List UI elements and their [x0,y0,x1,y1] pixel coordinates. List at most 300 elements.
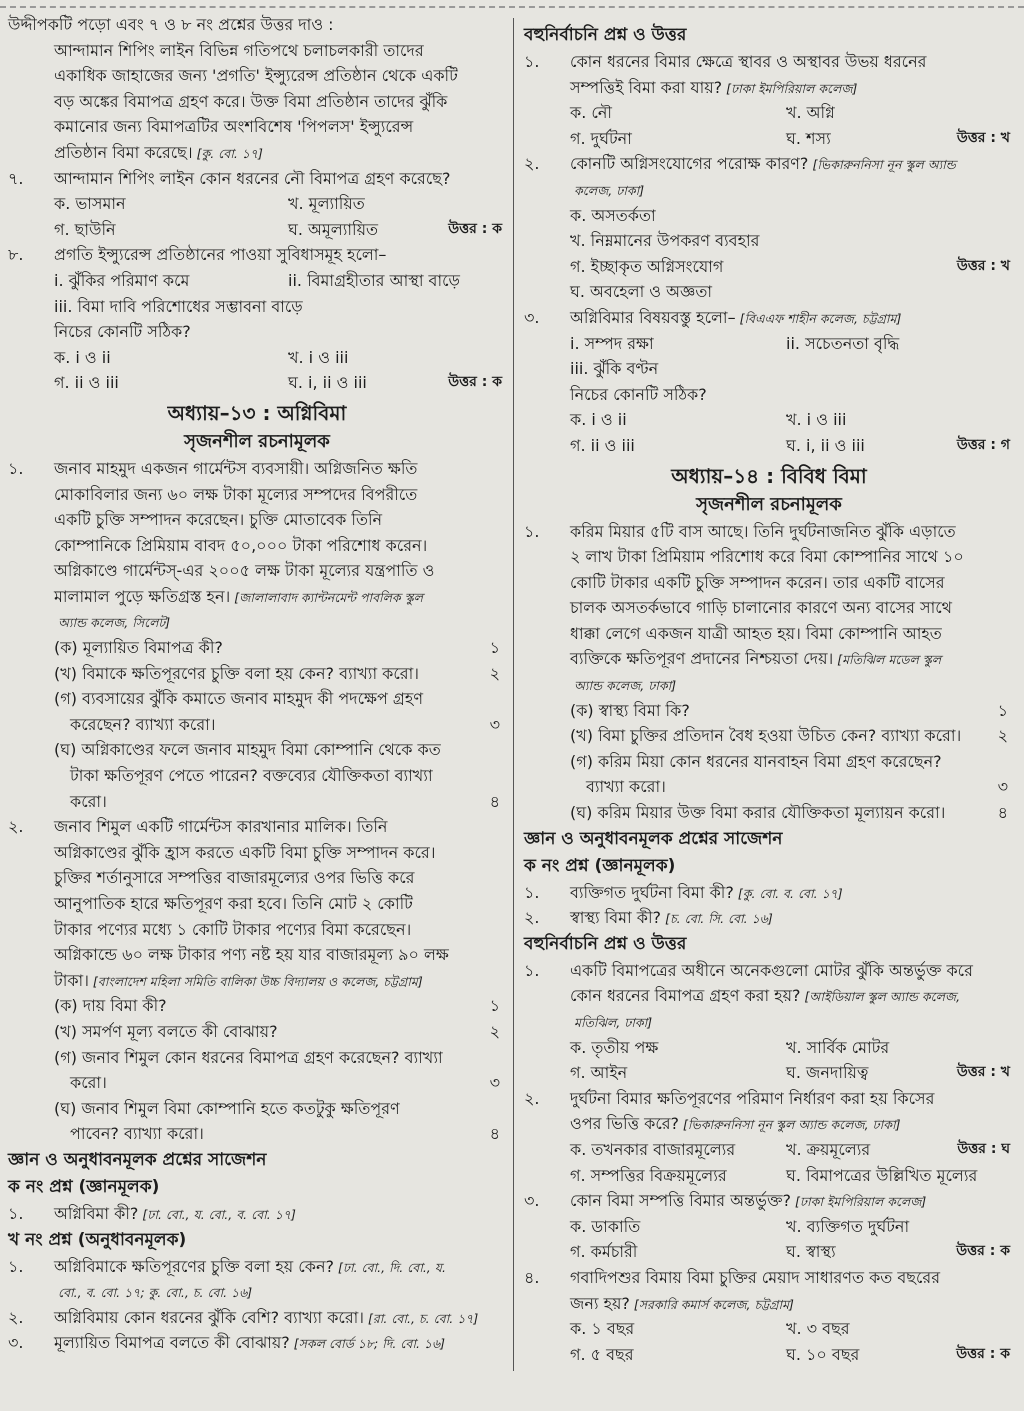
option-row [524,1137,1014,1163]
text-line [8,968,506,994]
text: টাকার পণ্যের মধ্যে ১ কোটি টাকার পণ্যের বিমা করেছেন। [54,919,412,939]
option-b: খ. ক্রয়মূল্যের [786,1139,871,1159]
source-citation: [বাংলাদেশ মহিলা সমিতি বালিকা উচ্চ বিদ্যালয় ও কলেজ, চট্টগ্রাম] [92,973,423,989]
line-text [54,686,423,712]
text-line [8,865,506,891]
text: ২ লাখ টাকা প্রিমিয়াম পরিশোধ করে বিমা কোম্পানির সাথে ১০ [570,547,964,567]
text: সম্পত্তিই বিমা করা যায়? [570,77,723,97]
text: আন্দামান শিপিং লাইন কোন ধরনের নৌ বিমাপত্র গ্রহণ করেছে? [54,168,451,188]
line-text [570,544,964,570]
line-text [54,865,414,891]
text: মোকাবিলার জন্য ৬০ লক্ষ টাকা মূল্যের সম্পদের বিপরীতে [54,484,418,504]
source-citation: মতিঝিল, ঢাকা] [574,1015,653,1030]
text: পাবেন? ব্যাখ্যা করো। [70,1124,204,1144]
question-number: ১. [8,1256,24,1276]
text-line [524,723,1014,749]
marks-value: ১ [997,700,1008,720]
line-text [570,1291,794,1318]
text-line [8,661,506,687]
text: ব্যক্তিকে ক্ষতিপূরণ প্রদানের নিশ্চয়তা দেয়। [570,649,834,669]
question-number: ৭. [8,168,24,188]
question-number: ১. [524,882,540,902]
column-divider [513,18,514,1371]
text-line [524,49,1014,75]
section-title [524,22,1014,49]
line-text [70,763,433,789]
source-citation: [মতিঝিল মডেল স্কুল [837,652,942,668]
line-text [586,774,666,800]
text-line [8,789,506,815]
option-a: গ. ৫ বছর [570,1344,634,1364]
option-b: ঘ. স্বাস্থ্য [786,1242,836,1262]
option-b: ii. সচেতনতা বৃদ্ধি [786,333,900,353]
source-citation: অ্যান্ড কলেজ, ঢাকা] [574,678,677,694]
option-b: ঘ. ১০ বছর [786,1344,860,1364]
option-row [524,100,1014,126]
section-title [8,1227,506,1254]
text-line [8,1330,506,1356]
question-number: ৩. [524,307,540,327]
text: নিচের কোনটি সঠিক? [54,322,191,342]
text-line [8,294,506,320]
line-text [54,89,447,115]
line-text [184,431,330,452]
text: (গ) ব্যবসায়ের ঝুঁকি কমাতে জনাব মাহমুদ কী পদক্ষেপ গ্রহণ [54,689,423,709]
option-row [524,1214,1014,1240]
text: কোনটি অগ্নিসংযোগের পরোক্ষ কারণ? [570,154,809,174]
option-row [524,1239,1014,1265]
question-number: ৮. [8,245,24,265]
text-line [524,774,1014,800]
text: (ঘ) করিম মিয়ার উক্ত বিমা করার যৌক্তিকতা মূল্যায়ন করো। [570,803,946,823]
text: ব্যক্তিগত দুর্ঘটনা বিমা কী? [570,882,734,902]
text-line [8,140,506,166]
option-a: ক. i ও ii [54,347,111,367]
text-line [524,1265,1014,1291]
line-text [570,356,658,382]
option-a: গ. ii ও iii [570,435,635,455]
text: ক নং প্রশ্ন (জ্ঞানমূলক) [524,855,676,876]
option-b: খ. মূল্যায়িত [288,194,365,214]
line-text [570,254,723,280]
marks-value: ২ [997,726,1008,746]
option-b: ঘ. জনদায়িত্ব [786,1063,869,1083]
line-text [8,1227,186,1254]
text-line [524,75,1014,101]
text: জনাব শিমুল একটি গার্মেন্টস কারখানার মালিক। তিনি [54,817,388,837]
text: কমানোর জন্য বিমাপত্রটির অংশবিশেষ 'পিপলস' ইন্স্যুরেন্স [54,117,414,137]
source-citation: [সকল বোর্ড ১৮; দি. বো. ১৬] [293,1336,446,1352]
option-row [524,1163,1014,1189]
question-number: ১. [524,960,540,980]
section-title [8,1147,506,1174]
line-text [54,917,411,943]
option-b: ঘ. বিমাপত্রের উল্লিখিত মূল্যের [786,1165,978,1185]
text: ঘ. অবহেলা ও অজ্ঞতা [570,282,712,302]
text: কোম্পানিকে প্রিমিয়াম বাবদ ৫০,০০০ টাকা পরিশোধ করেন। [54,535,428,555]
source-citation: [রা. বো., চ. বো. ১৭] [368,1310,479,1326]
question-number: ৩. [8,1333,24,1353]
option-a: গ. সম্পত্তির বিক্রয়মূল্যের [570,1165,727,1185]
text: অধ্যায়–১৩ : অগ্নিবিমা [167,400,347,425]
line-text [570,151,956,178]
line-text [570,49,926,75]
text-line [524,983,1014,1009]
line-text [54,1201,296,1228]
left-column [8,12,506,1356]
text-line [524,1009,1014,1035]
text-line [8,114,506,140]
question-number: ২. [524,1088,540,1108]
line-text [54,1330,445,1357]
line-text [696,494,842,515]
line-text [70,789,107,815]
question-number: ১. [524,52,540,71]
question-number: ৩. [524,1191,540,1211]
option-a: ক. তখনকার বাজারমূল্যের [570,1139,736,1159]
line-text [570,570,945,596]
line-text [70,1070,107,1096]
line-text [54,814,387,840]
text: টাকা ক্ষতিপূরণ পেতে পারেন? বক্তব্যের যৌক্তিকতা ব্যাখ্যা [70,766,433,786]
right-column [524,22,1014,1367]
option-a: গ. কর্মচারী [570,1242,638,1262]
option-b: ঘ. i, ii ও iii [288,373,367,393]
option-a: ক. তৃতীয় পক্ষ [570,1037,659,1057]
line-text [524,826,782,853]
text: (খ) বিমাকে ক্ষতিপূরণের চুক্তি বলা হয় কেন? ব্যাখ্যা করো। [54,663,419,683]
answer-label: উত্তর : খ [956,1064,1010,1081]
text-line [524,800,1014,826]
text: অগ্নিবিমাকে ক্ষতিপূরণের চুক্তি বলা হয় কেন? [54,1256,334,1276]
section-subheading [524,491,1014,519]
text-line [8,584,506,610]
top-dashed-rule [0,6,1024,8]
line-text [54,1096,400,1122]
line-text [8,12,334,38]
option-row [8,345,506,371]
text-line [524,519,1014,545]
text-line [524,544,1014,570]
text: চালক অসতর্কভাবে গাড়ি চালানোর কারণে অন্য বাসের সাথে [570,598,953,618]
text-line [524,279,1014,305]
text-line [8,38,506,64]
text: জন্য হয়? [570,1293,630,1313]
text: খ নং প্রশ্ন (অনুধাবনমূলক) [8,1229,187,1250]
text-line [8,507,506,533]
text-line [8,456,506,482]
line-text [54,456,417,482]
text: অগ্নিবিমা কী? [54,1203,139,1223]
text-line [8,558,506,584]
text: করেছেন? ব্যাখ্যা করো। [70,714,216,734]
option-b: খ. i ও iii [786,410,847,430]
question-number: ৪. [524,1267,540,1287]
text: প্রতিষ্ঠান বিমা করেছে। [54,142,193,162]
option-b: খ. i ও iii [288,347,349,367]
line-text [54,584,423,611]
option-b: ঘ. অমূল্যায়িত [288,219,379,239]
text-line [524,254,1014,280]
text-line [8,1045,506,1071]
source-citation: [ভিকারুননিসা নূন স্কুল অ্যান্ড কলেজ, ঢাকা] [683,1117,901,1133]
text: অগ্নিবিমায় কোন ধরনের ঝুঁকি বেশি? ব্যাখ্যা করো। [54,1307,364,1327]
question-number: ২. [8,1307,24,1327]
section-title [524,826,1014,853]
line-text [570,305,901,332]
text-line [8,993,506,1019]
source-citation: [কু. বো. ১৭] [196,145,263,161]
text-line [524,356,1014,382]
text-line [8,89,506,115]
source-citation: কলেজ, ঢাকা] [574,182,645,198]
line-text [570,279,712,305]
text: বড় অঙ্কের বিমাপত্র গ্রহণ করে। উক্ত বিমা প্রতিষ্ঠান তাদের ঝুঁকি [54,91,448,111]
text: করো। [70,1073,107,1093]
line-text [570,983,960,1010]
option-a: গ. দুর্ঘটনা [570,128,632,148]
text: ধাক্কা লেগে একজন যাত্রী আহত হয়। বিমা কোম্পানি আহত [570,623,942,643]
text-line [8,814,506,840]
question-number: ১. [8,1203,24,1223]
line-text [570,382,707,408]
line-text [54,635,223,661]
text-line [524,151,1014,177]
line-text [54,294,303,320]
source-citation: অ্যান্ড কলেজ, সিলেট] [58,615,171,631]
source-citation: [ঢা. বো., দি. বো., য. [338,1259,446,1275]
text-line [524,880,1014,906]
line-text [570,698,690,724]
line-text [54,840,435,866]
text: অগ্নিকাণ্ডে গার্মেন্টস্-এর ২০০৫ লক্ষ টাকা মূল্যের যন্ত্রপাতি ও [54,561,435,581]
line-text [54,114,413,140]
text: (গ) জনাব শিমুল কোন ধরনের বিমাপত্র গ্রহণ করেছেন? ব্যাখ্যা [54,1047,443,1067]
text-line [8,942,506,968]
marks-value: ১ [489,996,500,1016]
line-text [570,177,644,204]
text-line [8,635,506,661]
text-line [524,1111,1014,1137]
text: জ্ঞান ও অনুধাবনমূলক প্রশ্নের সাজেশন [8,1149,267,1170]
text-line [8,917,506,943]
option-a: i. ঝুঁকির পরিমাণ কমে [54,270,190,290]
source-citation: [ভিকারুননিসা নূন স্কুল অ্যান্ড [812,157,956,173]
option-a: ক. i ও ii [570,410,627,430]
option-a: গ. ii ও iii [54,373,119,393]
chapter-heading [524,459,1014,491]
line-text [54,661,419,687]
line-text [54,38,424,64]
line-text [54,319,191,345]
text-line [8,63,506,89]
marks-value: ২ [489,663,500,683]
line-text [671,464,866,488]
line-text [570,1086,934,1112]
text: টাকা। [54,970,89,990]
text: iii. ঝুঁকি বণ্টন [570,359,659,379]
text-line [8,1019,506,1045]
option-row [8,191,506,217]
text-line [524,177,1014,203]
question-number: ১. [524,521,540,541]
text-line [524,621,1014,647]
text: করো। [70,791,107,811]
text-line [524,958,1014,984]
line-text [570,672,676,699]
line-text [570,1009,652,1036]
line-text [54,737,441,763]
text: কোটি টাকার একটি চুক্তি সম্পাদন করেন। তার একটি বাসের [570,572,945,592]
answer-label: উত্তর : খ [956,257,1010,274]
option-b: খ. অগ্নি [786,103,835,123]
line-text [570,749,942,775]
text: মূল্যায়িত বিমাপত্র বলতে কী বোঝায়? [54,1333,290,1353]
text-line [8,1070,506,1096]
text-line [8,319,506,345]
text-line [524,749,1014,775]
text: (ঘ) অগ্নিকাণ্ডের ফলে জনাব মাহমুদ বিমা কোম্পানি থেকে কত [54,740,441,760]
line-text [570,621,942,647]
source-citation: [ঢা. বো., য. বো., ব. বো. ১৭] [142,1206,296,1222]
line-text [54,1305,478,1332]
text-line [8,686,506,712]
line-text [570,723,961,749]
marks-value: ৩ [489,714,500,734]
text-line [8,840,506,866]
text: দুর্ঘটনা বিমার ক্ষতিপূরণের পরিমাণ নির্ধারণ করা হয় কিসের [570,1088,935,1108]
line-text [54,891,413,917]
text-line [8,891,506,917]
option-row [524,1060,1014,1086]
option-a: ক. ডাকাতি [570,1216,641,1236]
text: ওপর ভিত্তি করে? [570,1114,680,1134]
text: (ক) স্বাস্থ্য বিমা কি? [570,700,690,720]
line-text [54,140,263,167]
text-line [524,646,1014,672]
line-text [8,1147,266,1174]
line-text [570,228,759,254]
line-text [54,242,386,268]
source-citation: [বিএএফ শাহীন কলেজ, চট্টগ্রাম] [739,310,902,326]
line-text [54,609,170,636]
option-row [524,331,1014,357]
line-text [168,401,347,425]
line-text [54,166,450,192]
text: গবাদিপশুর বিমায় বিমা চুক্তির মেয়াদ সাধারণত কত বছরের [570,1267,941,1287]
marks-value: ৪ [489,1124,500,1144]
text-line [8,533,506,559]
text-line [8,712,506,738]
text-line [524,1188,1014,1214]
text: নিচের কোনটি সঠিক? [570,384,707,404]
text: গ. ইচ্ছাকৃত অগ্নিসংযোগ [570,256,724,276]
text: জনাব মাহমুদ একজন গার্মেন্টস ব্যবসায়ী। অগ্নিজনিত ক্ষতি [54,458,418,478]
option-b: ঘ. i, ii ও iii [786,435,865,455]
option-row [8,268,506,294]
text-line [524,672,1014,698]
line-text [570,203,656,229]
line-text [54,1045,443,1071]
text-line [8,1096,506,1122]
text: (খ) বিমা চুক্তির প্রতিদান বৈধ হওয়া উচিত কেন? ব্যাখ্যা করো। [570,726,962,746]
answer-label: উত্তর : গ [956,436,1010,453]
section-title [524,853,1014,880]
text: কোন বিমা সম্পত্তি বিমার অন্তর্ভুক্ত? [570,1191,792,1211]
text: একটি চুক্তি সম্পাদন করেছেন। চুক্তি মোতাবেক তিনি [54,510,383,530]
text: ব্যাখ্যা করো। [586,777,666,797]
text-line [524,595,1014,621]
line-text [54,1254,446,1281]
marks-value: ৪ [489,791,500,811]
section-subheading [8,428,506,456]
text: (খ) সমর্পণ মূল্য বলতে কী বোঝায়? [54,1021,278,1041]
text: কোন ধরনের বিমাপত্র গ্রহণ করা হয়? [570,986,801,1006]
line-text [8,1174,159,1201]
text: (ঘ) জনাব শিমুল বিমা কোম্পানি হতে কতটুকু ক্ষতিপূরণ [54,1098,400,1118]
option-row [524,1342,1014,1368]
text-line [524,305,1014,331]
source-citation: [ঢাকা ইমপিরিয়াল কলেজ] [795,1194,927,1210]
text: ক. অসতর্কতা [570,205,656,225]
text: অগ্নিকান্ডে ৬০ লক্ষ টাকার পণ্য নষ্ট হয় যার বাজারমূল্য ৯০ লক্ষ [54,945,449,965]
text-line [8,1305,506,1331]
text-line [8,482,506,508]
line-text [70,1121,204,1147]
line-text [54,63,458,89]
line-text [570,646,941,673]
line-text [570,880,843,907]
text: iii. বিমা দাবি পরিশোধের সম্ভাবনা বাড়ে [54,296,303,316]
text-line [524,698,1014,724]
source-citation: [কু. বো. ব. বো. ১৭] [737,885,843,901]
text-line [524,1086,1014,1112]
option-row [524,407,1014,433]
source-citation: [সরকারি কমার্স কলেজ, চট্টগ্রাম] [633,1296,794,1312]
line-text [54,993,167,1019]
text-line [8,737,506,763]
question-number: ১. [8,458,24,478]
text: (ক) দায় বিমা কী? [54,996,167,1016]
section-title [524,931,1014,958]
text: করিম মিয়ার ৫টি বাস আছে। তিনি দুর্ঘটনাজনিত ঝুঁকি এড়াতে [570,521,956,541]
text: সৃজনশীল রচনামূলক [696,493,842,515]
text: বহুনির্বাচনি প্রশ্ন ও উত্তর [524,25,687,45]
option-row [8,217,506,243]
text-line [524,1291,1014,1317]
text: আনুপাতিক হারে ক্ষতিপূরণ করা হবে। তিনি মোট ২ কোটি [54,894,413,913]
option-row [524,126,1014,152]
text-line [524,905,1014,931]
line-text [570,595,952,621]
text: অগ্নিবিমার বিষয়বস্তু হলো– [570,307,736,327]
text: চুক্তির শর্তানুসারে সম্পত্তির বাজারমূল্যের ওপর ভিত্তি করে [54,868,415,888]
line-text [570,905,773,932]
text: জ্ঞান ও অনুধাবনমূলক প্রশ্নের সাজেশন [524,828,783,849]
option-row [524,1035,1014,1061]
text-line [8,1254,506,1280]
line-text [570,1265,940,1291]
question-number: ২. [524,154,540,174]
answer-label: উত্তর : ক [448,220,502,237]
text: অগ্নিকাণ্ডের ঝুঁকি হ্রাস করতে একটি বিমা চুক্তি সম্পাদন করে। [54,842,436,862]
answer-label: উত্তর : খ [956,129,1010,146]
text-line [524,570,1014,596]
option-a: গ. ছাউনি [54,219,116,239]
text: একটি বিমাপত্রের অধীনে অনেকগুলো মোটর ঝুঁকি অন্তর্ভুক্ত করে [570,960,973,980]
option-row [524,1316,1014,1342]
text-line [524,228,1014,254]
